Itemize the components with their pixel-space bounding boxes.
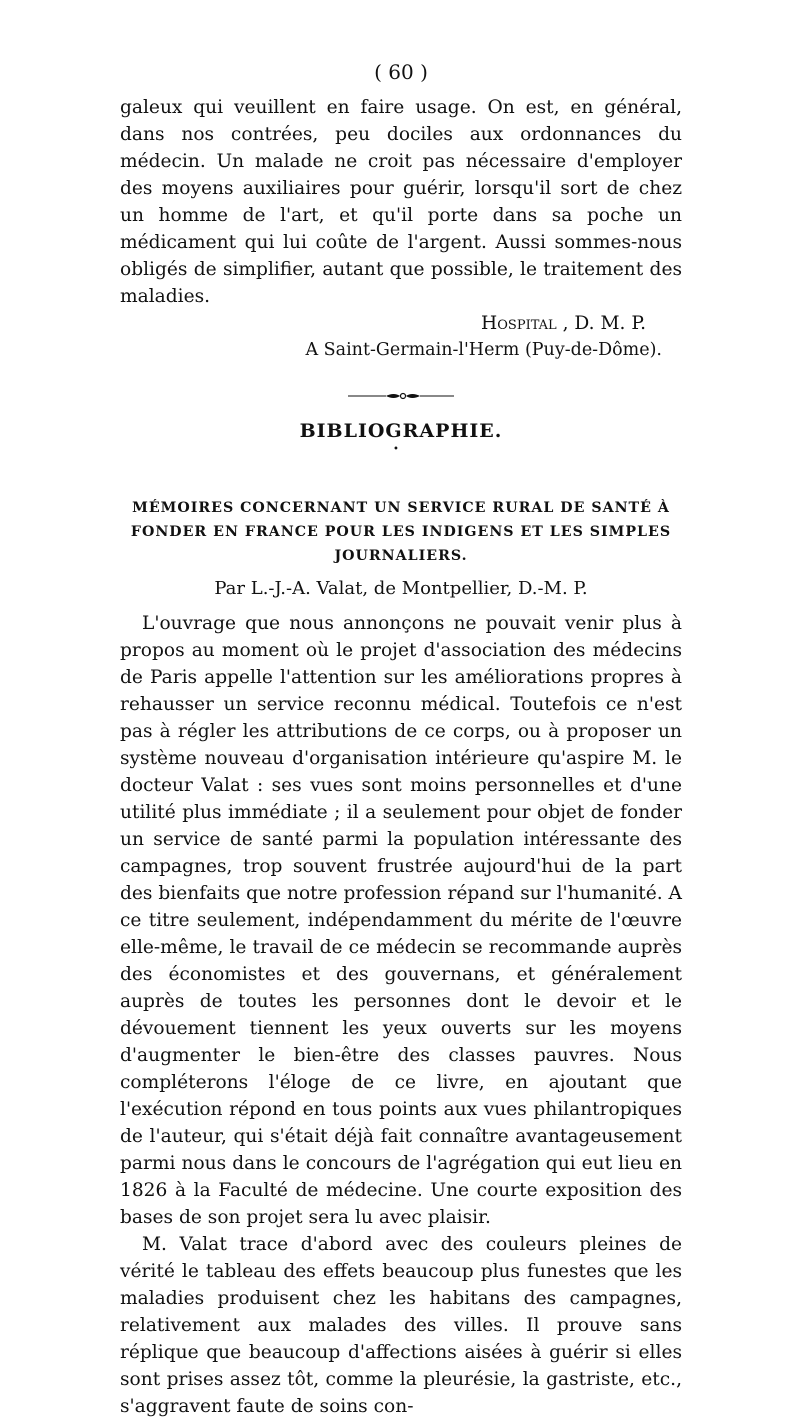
section-divider-ornament [346,390,456,402]
byline: Par L.-J.-A. Valat, de Montpellier, D.-M. P. [214,578,588,599]
signature-place: A Saint-Germain-l'Herm (Puy-de-Dôme). [305,340,662,360]
section-title: BIBLIOGRAPHIE. [299,420,503,442]
signature-name: Hospital , D. M. P. [481,313,646,334]
book-title: MÉMOIRES CONCERNANT UN SERVICE RURAL DE SANTÉ À FONDER EN FRANCE POUR LES INDIGENS ET LES SIMPLES JOURNALIERS. [130,500,672,564]
body-paragraph-1: L'ouvrage que nous annonçons ne pouvait venir plus à propos au moment où le projet d'association des médecins de Paris appelle l'attention sur les améliorations propres à rehausser un service reconnu médical. Toutefois ce n'est pas à régler les attributions de ce corps, ou à proposer un système nouveau d'organisation intérieure qu'aspire M. le docteur Valat : ses vues sont moins personnelles et d'une utilité plus immédiate ; il a seulement pour objet de fonder un service de santé parmi la population intéressante des campagnes, trop souvent frustrée aujourd'hui de la part des bienfaits que notre profession répand sur l'humanité. A ce titre seulement, indépendamment du mérite de l'œuvre elle-même, le travail de ce médecin se recommande auprès des économistes et des gouvernans, et généralement auprès de toutes les personnes dont le devoir et le dévouement tiennent les yeux ouverts sur les moyens d'augmenter le bien-être des classes pauvres. Nous compléterons l'éloge de ce livre, en ajoutant que l'exécution répond en tous points aux vues philantropiques de l'auteur, qui s'était déjà fait connaître avantageusement parmi nous dans le concours de l'agrégation qui eut lieu en 1826 à la Faculté de médecine. Une courte exposition des bases de son projet sera lu avec plaisir. [120,613,682,1228]
intro-paragraph: galeux qui veuillent en faire usage. On est, en général, dans nos contrées, peu dociles aux ordonnances du médecin. Un malade ne croit pas nécessaire d'employer des moyens auxiliaires pour guérir, lorsqu'il sort de chez un homme de l'art, et qu'il porte dans sa poche un médicament qui lui coûte de l'argent. Aussi sommes-nous obligés de simplifier, autant que possible, le traitement des maladies. [120,97,682,307]
page-number: ( 60 ) [374,60,428,84]
document-page [120,58,682,1417]
decorative-dot: • [393,444,399,455]
body-paragraph-2: M. Valat trace d'abord avec des couleurs pleines de vérité le tableau des effets beaucoup plus funestes que les maladies produisent chez les habitans des campagnes, relativement aux malades des villes. Il prouve sans réplique que beaucoup d'affections aisées à guérir si elles sont prises assez tôt, comme la pleurésie, la gastriste, etc., s'aggravent faute de soins con- [120,1234,682,1417]
